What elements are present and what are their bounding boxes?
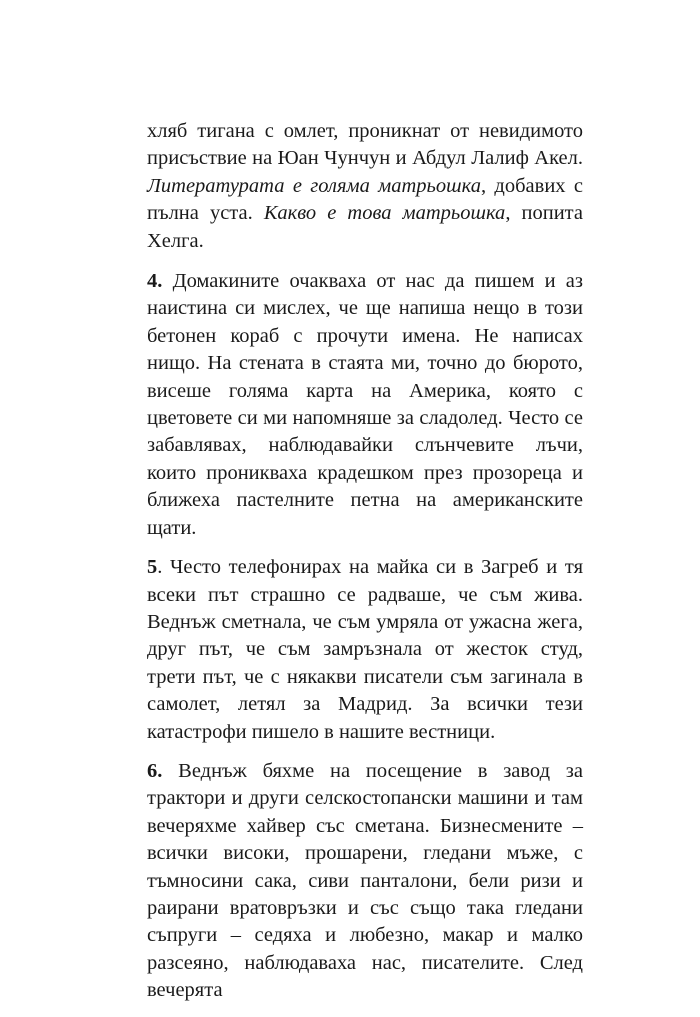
text-segment: Веднъж бяхме на посещение в завод за трактори и други селскостопански машини и там вечеряхме хайвер със сметана. Бизнесмените – всички високи, прошарени, гледани мъже, с тъмносини сака, сиви панталони, бели ризи и раирани вратовръзки и със също така гледани съпруги – седяха и любезно, макар и малко разсеяно, наблюдаваха нас, писателите. След вечерята bbox=[147, 759, 583, 1002]
paragraph-number: 5 bbox=[147, 556, 158, 579]
paragraph-continuation bbox=[147, 118, 583, 255]
paragraph-number: 6. bbox=[147, 759, 163, 782]
text-segment: . Често телефонирах на майка си в Загреб и тя всеки път страшно се радваше, че съм жива. Веднъж сметнала, че съм умряла от ужасна жега, друг път, че съм замръзнала от жесток студ, трети път, че с някакви писатели съм загинала в самолет, летял за Мадрид. За всички тези катастрофи пишело в нашите вестници. bbox=[147, 556, 583, 743]
paragraph-5 bbox=[147, 554, 583, 746]
text-segment: , добавих с пълна уста. bbox=[147, 174, 583, 225]
italic-phrase: Какво е това матрьошка bbox=[263, 202, 506, 225]
text-segment: хляб тигана с омлет, проникнат от невидимото присъствие на Юан Чунчун и Абдул Лалиф Акел. bbox=[147, 120, 583, 170]
paragraph-6 bbox=[147, 758, 583, 1005]
paragraph-4 bbox=[147, 268, 583, 542]
paragraph-number: 4. bbox=[147, 270, 163, 293]
text-segment: Домакините очакваха от нас да пишем и аз наистина си мислех, че ще напиша нещо в този бетонен кораб с прочути имена. Не написах нищо. На стената в стаята ми, точно до бюрото, висеше голяма карта на Америка, която с цветовете си ми напомняше за сладолед. Често се забавлявах, наблюдавайки слънчевите лъчи, които проникваха крадешком през прозореца и ближеха пастелните петна на американските щати. bbox=[147, 270, 583, 539]
body-text bbox=[147, 118, 583, 1017]
italic-phrase: Литературата е голяма матрьошка bbox=[147, 174, 481, 197]
text-segment: , попита Хелга. bbox=[147, 202, 583, 252]
